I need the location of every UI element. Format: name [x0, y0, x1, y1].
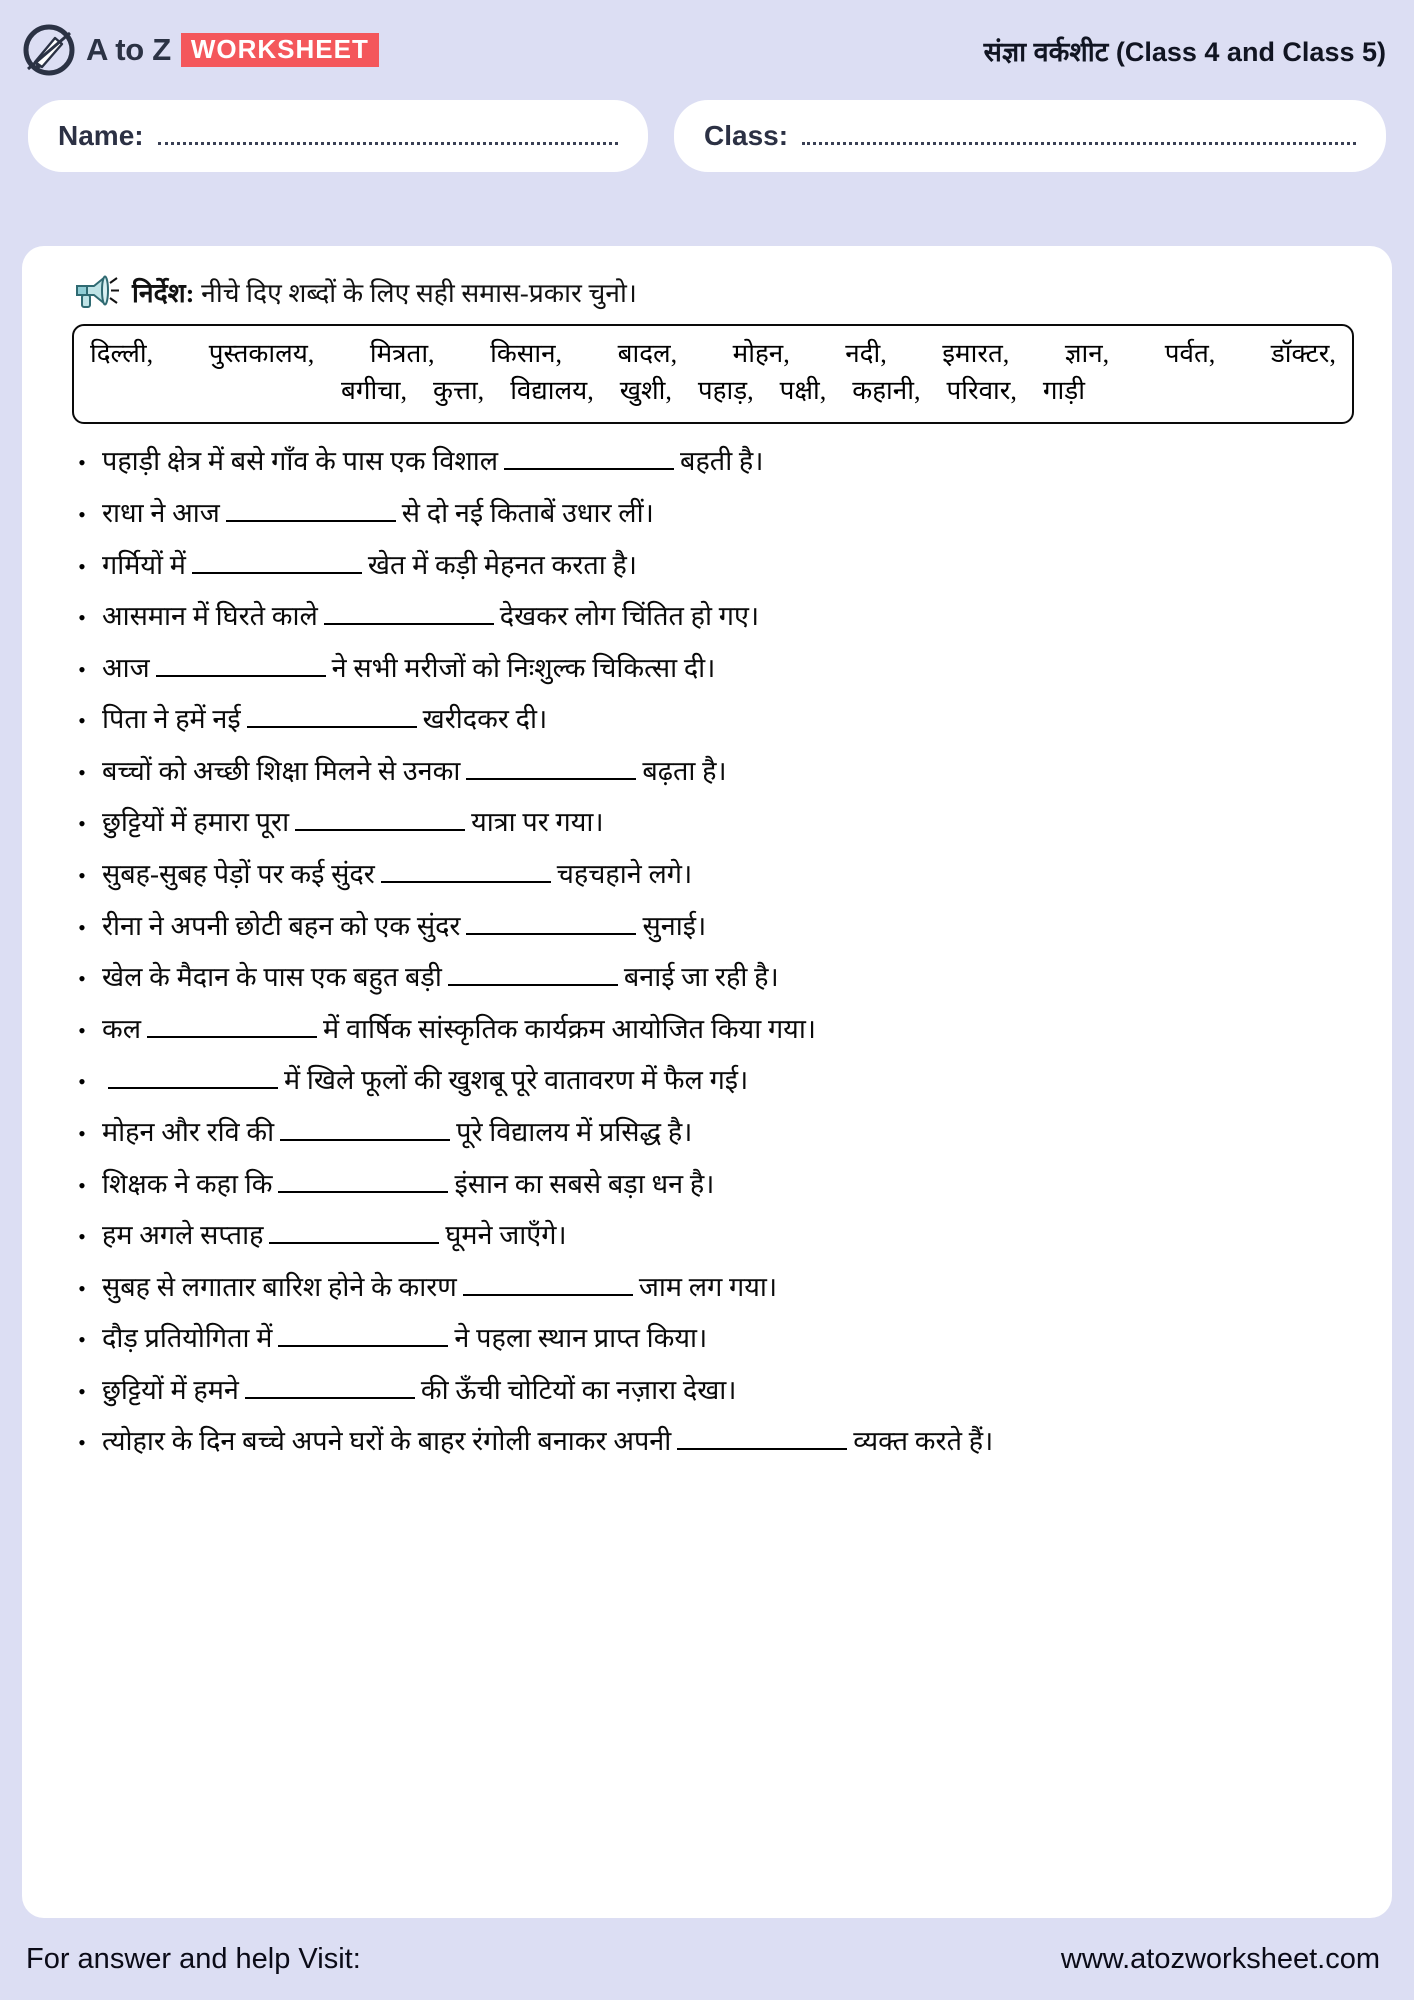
question-text	[102, 1374, 1362, 1406]
bullet-icon: •	[78, 1275, 86, 1301]
question-text-after: चहचहाने लगे।	[556, 859, 693, 890]
answer-blank[interactable]	[466, 778, 636, 780]
question-text	[102, 445, 1362, 477]
question-item	[62, 1261, 1362, 1313]
question-text-after: में वार्षिक सांस्कृतिक कार्यक्रम आयोजित किया गया।	[323, 1013, 817, 1044]
question-text-before: रीना ने अपनी छोटी बहन को एक सुंदर	[102, 910, 461, 941]
question-text	[102, 858, 1362, 890]
question-text	[102, 755, 1362, 787]
answer-blank[interactable]	[381, 881, 551, 883]
name-field-box[interactable]	[28, 100, 648, 172]
word-bank-word: डॉक्टर,	[1270, 339, 1336, 368]
question-text	[102, 600, 1362, 632]
question-text-before: राधा ने आज	[102, 497, 220, 528]
question-item	[62, 745, 1362, 797]
answer-blank[interactable]	[269, 1242, 439, 1244]
question-text	[102, 549, 1362, 581]
name-label: Name:	[58, 120, 144, 151]
question-text-before: पहाड़ी क्षेत्र में बसे गाँव के पास एक विशाल	[102, 446, 499, 477]
question-text-after: जाम लग गया।	[638, 1271, 778, 1302]
question-text	[102, 497, 1362, 529]
question-text	[102, 1219, 1362, 1251]
question-text-before: छुट्टियों में हमने	[102, 1374, 239, 1405]
question-item	[62, 1003, 1362, 1055]
answer-blank[interactable]	[295, 829, 465, 831]
brand-atoz-text: A to Z	[86, 32, 171, 67]
bullet-icon: •	[78, 501, 86, 527]
word-bank-word: पुस्तकालय,	[208, 339, 315, 368]
word-bank-word: विद्यालय,	[510, 375, 594, 405]
pen-in-circle-logo-icon	[22, 23, 76, 77]
bullet-icon: •	[78, 1378, 86, 1404]
word-bank-word: बादल,	[617, 339, 678, 368]
question-text-after: यात्रा पर गया।	[471, 807, 604, 838]
answer-blank[interactable]	[108, 1087, 278, 1089]
bullet-icon: •	[78, 1430, 86, 1456]
word-bank-word: पक्षी,	[779, 375, 827, 405]
word-bank-word: ज्ञान,	[1064, 339, 1110, 368]
question-text	[102, 1064, 1362, 1096]
question-text-after: बनाई जा रही है।	[623, 962, 779, 993]
word-bank-word: मित्रता,	[369, 339, 435, 368]
answer-blank[interactable]	[226, 520, 396, 522]
question-item	[62, 797, 1362, 849]
word-bank-word: पर्वत,	[1164, 339, 1216, 368]
student-info-row	[0, 100, 1414, 172]
question-item	[62, 487, 1362, 539]
question-text-after: इंसान का सबसे बड़ा धन है।	[454, 1168, 715, 1199]
question-text-before: बच्चों को अच्छी शिक्षा मिलने से उनका	[102, 755, 461, 786]
answer-blank[interactable]	[156, 675, 326, 677]
question-text-after: व्यक्त करते हैं।	[853, 1426, 994, 1457]
question-text-after: देखकर लोग चिंतित हो गए।	[499, 601, 760, 632]
question-item	[62, 1209, 1362, 1261]
bullet-icon: •	[78, 863, 86, 889]
question-text-before: पिता ने हमें नई	[102, 704, 241, 735]
brand-logo	[22, 23, 379, 77]
question-text-before: कल	[102, 1013, 142, 1044]
footer-website-link[interactable]: www.atozworksheet.com	[1060, 1942, 1380, 1975]
question-text	[102, 806, 1362, 838]
word-bank-row-1	[90, 336, 1336, 373]
answer-blank[interactable]	[192, 572, 362, 574]
instruction-body: नीचे दिए शब्दों के लिए सही समास-प्रकार चुनो।	[201, 278, 637, 308]
answer-blank[interactable]	[324, 623, 494, 625]
word-bank-word: कुत्ता,	[433, 375, 485, 405]
footer-help-text: For answer and help Visit:	[26, 1942, 361, 1975]
question-text-after: से दो नई किताबें उधार लीं।	[401, 497, 654, 528]
question-item	[62, 1364, 1362, 1416]
class-field-box[interactable]	[674, 100, 1386, 172]
question-text-before: गर्मियों में	[102, 549, 186, 580]
brand-worksheet-badge: WORKSHEET	[181, 33, 379, 67]
bullet-icon: •	[78, 1172, 86, 1198]
question-text-before: सुबह-सुबह पेड़ों पर कई सुंदर	[102, 859, 375, 890]
bullet-icon: •	[78, 759, 86, 785]
megaphone-icon	[74, 274, 120, 310]
word-bank-word: नदी,	[845, 339, 887, 368]
word-bank-word: कहानी,	[852, 375, 921, 405]
question-item	[62, 848, 1362, 900]
word-bank-word: पहाड़,	[697, 375, 754, 405]
word-bank-word: किसान,	[490, 339, 563, 368]
page-header	[0, 0, 1414, 100]
page-title: संज्ञा वर्कशीट (Class 4 and Class 5)	[983, 36, 1386, 67]
instruction-row	[74, 274, 1362, 310]
question-text-after: खरीदकर दी।	[422, 704, 548, 735]
question-text	[102, 703, 1362, 735]
question-text	[102, 961, 1362, 993]
answer-blank[interactable]	[278, 1345, 448, 1347]
question-item	[62, 539, 1362, 591]
bullet-icon: •	[78, 605, 86, 631]
bullet-icon: •	[78, 1069, 86, 1095]
question-text	[102, 1425, 1362, 1457]
question-item	[62, 900, 1362, 952]
question-item	[62, 952, 1362, 1004]
question-text-after: बहती है।	[680, 446, 764, 477]
bullet-icon: •	[78, 1327, 86, 1353]
answer-blank[interactable]	[247, 726, 417, 728]
question-text	[102, 1013, 1362, 1045]
worksheet-sheet	[22, 246, 1392, 1918]
question-text-after: सुनाई।	[642, 910, 707, 941]
answer-blank[interactable]	[466, 933, 636, 935]
question-text-before: त्योहार के दिन बच्चे अपने घरों के बाहर रंगोली बनाकर अपनी	[102, 1426, 672, 1457]
question-text-after: ने सभी मरीजों को निःशुल्क चिकित्सा दी।	[331, 652, 716, 683]
word-bank-word: बगीचा,	[341, 375, 408, 405]
word-bank-word: गाड़ी	[1042, 375, 1085, 405]
question-text-before: खेल के मैदान के पास एक बहुत बड़ी	[102, 962, 442, 993]
word-bank-word: खुशी,	[619, 375, 672, 405]
question-text	[102, 1168, 1362, 1200]
bullet-icon: •	[78, 553, 86, 579]
instruction-label: निर्देश:	[132, 278, 195, 308]
question-text	[102, 910, 1362, 942]
answer-blank[interactable]	[448, 984, 618, 986]
name-input-line[interactable]	[158, 141, 618, 145]
question-item	[62, 1313, 1362, 1365]
question-item	[62, 1416, 1362, 1468]
question-item	[62, 694, 1362, 746]
question-text-before: हम अगले सप्ताह	[102, 1220, 264, 1251]
bullet-icon: •	[78, 966, 86, 992]
question-text-after: घूमने जाएँगे।	[445, 1220, 567, 1251]
bullet-icon: •	[78, 811, 86, 837]
question-text-before: छुट्टियों में हमारा पूरा	[102, 807, 290, 838]
word-bank-word: परिवार,	[946, 375, 1017, 405]
word-bank-word: इमारत,	[942, 339, 1010, 368]
question-text	[102, 1116, 1362, 1148]
bullet-icon: •	[78, 1017, 86, 1043]
question-text-after: की ऊँची चोटियों का नज़ारा देखा।	[420, 1374, 737, 1405]
answer-blank[interactable]	[463, 1294, 633, 1296]
question-text-before: शिक्षक ने कहा कि	[102, 1168, 273, 1199]
bullet-icon: •	[78, 656, 86, 682]
question-item	[62, 436, 1362, 488]
question-item	[62, 642, 1362, 694]
word-bank	[72, 324, 1354, 424]
bullet-icon: •	[78, 1224, 86, 1250]
question-text	[102, 1271, 1362, 1303]
question-text-before: दौड़ प्रतियोगिता में	[102, 1323, 273, 1354]
class-input-line[interactable]	[802, 141, 1356, 145]
answer-blank[interactable]	[677, 1448, 847, 1450]
page-footer	[0, 1924, 1414, 2000]
bullet-icon: •	[78, 914, 86, 940]
answer-blank[interactable]	[245, 1397, 415, 1399]
question-item	[62, 591, 1362, 643]
question-text-after: ने पहला स्थान प्राप्त किया।	[454, 1323, 708, 1354]
word-bank-word: दिल्ली,	[90, 339, 154, 368]
bullet-icon: •	[78, 708, 86, 734]
answer-blank[interactable]	[278, 1191, 448, 1193]
question-text-after: पूरे विद्यालय में प्रसिद्ध है।	[456, 1116, 693, 1147]
bullet-icon: •	[78, 450, 86, 476]
word-bank-word: मोहन,	[732, 339, 790, 368]
question-item	[62, 1055, 1362, 1107]
question-text-before: सुबह से लगातार बारिश होने के कारण	[102, 1271, 457, 1302]
question-item	[62, 1106, 1362, 1158]
question-text-after: में खिले फूलों की खुशबू पूरे वातावरण में फैल गई।	[284, 1065, 749, 1096]
question-list	[52, 436, 1362, 1468]
class-label: Class:	[704, 120, 789, 151]
bullet-icon: •	[78, 1120, 86, 1146]
answer-blank[interactable]	[504, 468, 674, 470]
question-text-after: बढ़ता है।	[642, 755, 727, 786]
question-text-after: खेत में कड़ी मेहनत करता है।	[367, 549, 638, 580]
question-text-before: मोहन और रवि की	[102, 1116, 275, 1147]
question-text	[102, 652, 1362, 684]
answer-blank[interactable]	[147, 1036, 317, 1038]
word-bank-row-2	[90, 373, 1336, 410]
question-text-before: आसमान में घिरते काले	[102, 601, 318, 632]
question-text	[102, 1322, 1362, 1354]
instruction-text	[132, 274, 637, 310]
question-item	[62, 1158, 1362, 1210]
question-text-before: आज	[102, 652, 150, 683]
answer-blank[interactable]	[280, 1139, 450, 1141]
